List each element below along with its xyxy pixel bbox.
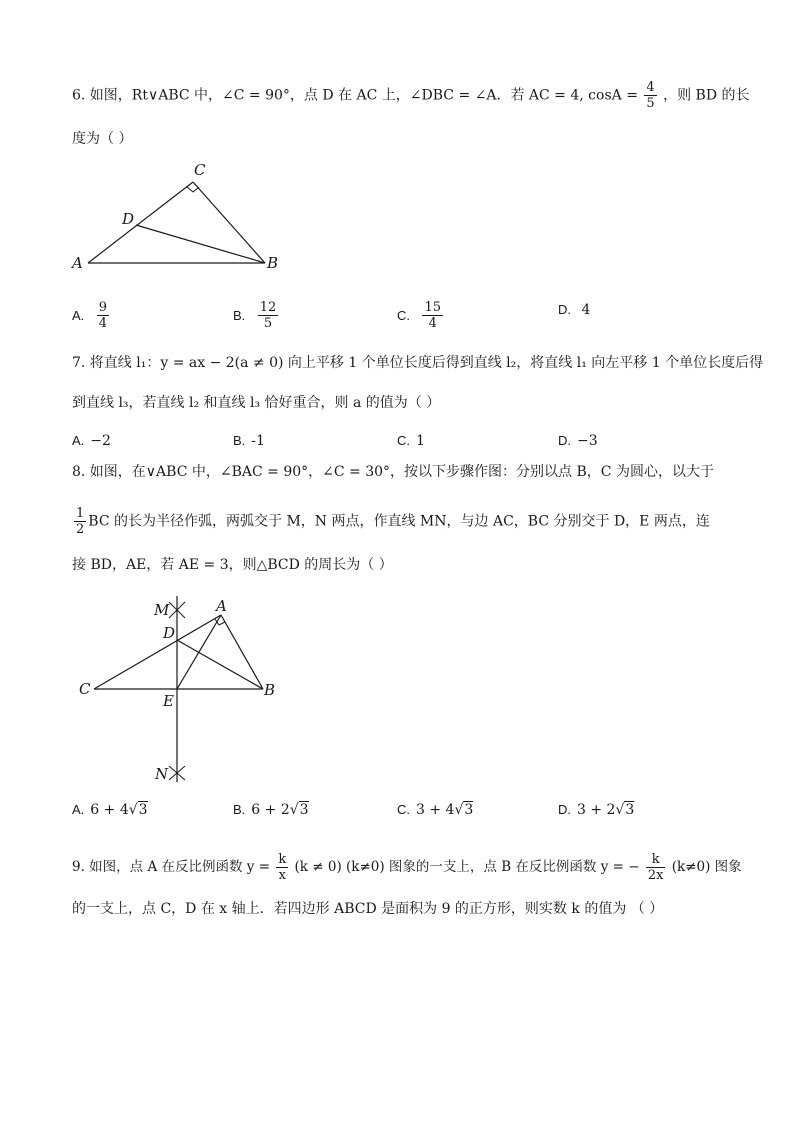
q8-option-b[interactable]: B. 6 + 2√3 bbox=[233, 802, 309, 818]
q8-label-e: E bbox=[163, 692, 174, 710]
q8-label-b: B bbox=[264, 681, 276, 699]
q9-line1: 9. 如图，点 A 在反比例函数 y = $\frac{k}{x}$ (k ≠ 0) (k≠0) 图象的一支上，点 B 在反比例函数 y = − $\frac{k}{2x}$ (k≠0) 图象 bbox=[72, 852, 742, 883]
q6-option-a[interactable]: A. $\frac{9}{4}$ bbox=[72, 300, 108, 331]
q6-triangle-diagram bbox=[60, 155, 300, 280]
q8-label-d: D bbox=[163, 624, 176, 642]
q6-label-a: A bbox=[72, 254, 83, 272]
q8-label-m: M bbox=[154, 601, 170, 619]
q8-option-c[interactable]: C. 3 + 4√3 bbox=[397, 802, 474, 818]
q8-label-a: A bbox=[216, 597, 227, 615]
q8-line2: $\frac{1}{2}$ BC 的长为半径作弧，两弧交于 M，N 两点，作直线 MN，与边 AC，BC 分别交于 D，E 两点，连 bbox=[76, 506, 710, 537]
q7-option-b[interactable]: B. -1 bbox=[233, 433, 265, 449]
q8-line3: 接 BD，AE，若 AE = 3，则△BCD 的周长为（ ） bbox=[72, 557, 393, 573]
q8-label-n: N bbox=[155, 765, 169, 783]
q6-cos-fraction: $\frac{4}{5}$ bbox=[646, 80, 655, 111]
q6-option-b[interactable]: B. $\frac{12}{5}$ bbox=[233, 300, 277, 331]
q9-line2: 的一支上，点 C，D 在 x 轴上．若四边形 ABCD 是面积为 9 的正方形，则实数 k 的值为 （ ） bbox=[72, 901, 664, 917]
q6-option-c[interactable]: C. $\frac{15}{4}$ bbox=[397, 300, 441, 331]
q6-label-d: D bbox=[122, 210, 135, 228]
q8-option-a[interactable]: A. 6 + 4√3 bbox=[72, 802, 148, 818]
q6-line2: 度为（ ） bbox=[72, 131, 133, 147]
q6-line1: 6. 如图，Rt∨ABC 中，∠C = 90°，点 D 在 AC 上，∠DBC = ∠A．若 AC = 4, cosA = $\frac{4}{5}$ ，则 BD 的长 bbox=[72, 80, 750, 111]
q7-option-d[interactable]: D. −3 bbox=[558, 433, 598, 449]
q8-line1: 8. 如图，在∨ABC 中，∠BAC = 90°，∠C = 30°，按以下步骤作图：分别以点 B，C 为圆心，以大于 bbox=[72, 464, 714, 480]
q8-half-fraction: $\frac{1}{2}$ bbox=[76, 506, 85, 537]
q7-option-c[interactable]: C. 1 bbox=[397, 433, 425, 449]
q6-option-d[interactable]: D. 4 bbox=[558, 302, 591, 318]
q7-option-a[interactable]: A. −2 bbox=[72, 433, 111, 449]
q7-line1: 7. 将直线 l₁：y = ax − 2(a ≠ 0) 向上平移 1 个单位长度后得到直线 l₂，将直线 l₁ 向左平移 1 个单位长度后得 bbox=[72, 355, 764, 371]
q9-fraction-k-over-2x: $\frac{k}{2x}$ bbox=[647, 852, 664, 883]
q8-option-d[interactable]: D. 3 + 2√3 bbox=[558, 802, 635, 818]
q8-construction-diagram bbox=[70, 590, 290, 790]
q9-fraction-k-over-x: $\frac{k}{x}$ bbox=[278, 852, 287, 883]
q7-line2: 到直线 l₃，若直线 l₂ 和直线 l₃ 恰好重合，则 a 的值为（ ） bbox=[72, 395, 441, 411]
q8-label-c: C bbox=[79, 680, 91, 698]
q6-label-c: C bbox=[194, 161, 206, 179]
q6-label-b: B bbox=[267, 254, 279, 272]
